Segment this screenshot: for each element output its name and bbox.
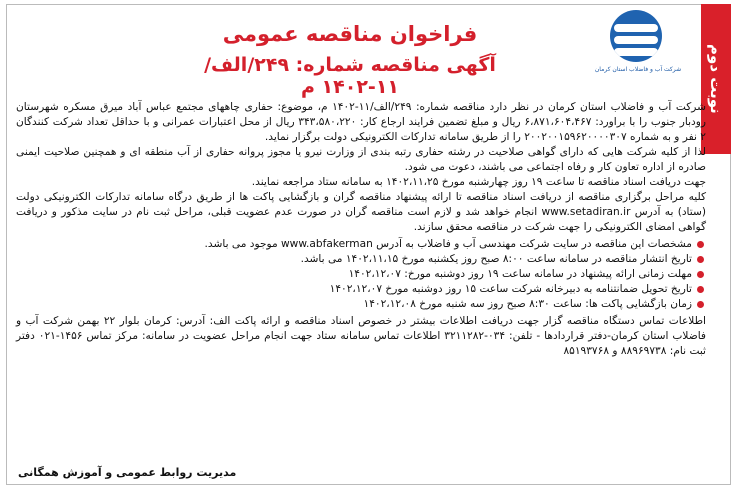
list-item: تاریخ تحویل ضمانتنامه به دبیرخانه شرکت ساعت ۱۵ روز دوشنبه مورخ ۱۴۰۲،۱۲،۰۷ xyxy=(16,282,706,297)
paragraph-eligibility: لذا از کلیه شرکت هایی که دارای گواهی صلاحیت در رشته حفاری رتبه بندی از وزارت نیرو یا مجوز پروانه حفاری از آب منطقه ای و همچنین صلاحیت ایمنی صادره از اداره تعاون کار و رفاه اجتماعی می باشند، دعوت می شود. xyxy=(16,146,706,173)
edition-badge: نوبت دوم xyxy=(701,4,731,154)
list-item: مهلت زمانی ارائه پیشنهاد در سامانه ساعت ۱۹ روز دوشنبه مورخ: ۱۴۰۲،۱۲،۰۷ xyxy=(16,267,706,282)
paragraph-intro: شرکت آب و فاضلاب استان کرمان در نظر دارد مناقصه شماره: ۲۴۹/الف/۱۱-۱۴۰۲ م، موضوع: حفاری چاههای مجتمع عباس آباد میرق مسکره شهرستان رودبار جنوب را با براورد: ۶،۸۷۱،۶۰۴،۴۶۷ ریال و مبلغ تضمین فرایند ارجاع کار: ۳۴۳،۵۸۰،۲۲۰ ریال از محل اعتبارات عمرانی و با حداقل تعداد شرکت کنندگان ۲ نفر و به شماره ۲۰۰۲۰۰۱۵۹۶۲۰۰۰۰۳۰۷ را از طریق سامانه تدارکات الکترونیکی دولت برگزار نماید. xyxy=(16,101,706,143)
list-item: مشخصات این مناقصه در سایت شرکت مهندسی آب و فاضلاب به آدرس www.abfakerman موجود می باشد. xyxy=(16,237,706,252)
notice-title: فراخوان مناقصه عمومی xyxy=(222,22,478,46)
dates-list xyxy=(16,237,706,312)
signature: مدیریت روابط عمومی و آموزش همگانی xyxy=(18,466,237,479)
logo-caption: شرکت آب و فاضلاب استان کرمان xyxy=(594,66,682,73)
contact-info: اطلاعات تماس دستگاه مناقصه گزار جهت دریافت اطلاعات بیشتر در خصوص اسناد مناقصه و ارائه پاکت الف: آدرس: کرمان بلوار ۲۲ بهمن شرکت آب و فاضلاب استان کرمان-دفتر قراردادها - تلفن: ۰۳۴-۳۲۱۱۲۸۲ اطلاعات تماس سامانه ستاد جهت انجام مراحل عضویت در سامانه: مرکز تماس ۱۴۵۶-۰۲۱ دفتر ثبت نام: ۸۸۹۶۹۷۳۸ و ۸۵۱۹۳۷۶۸ xyxy=(16,315,706,357)
list-item: زمان بازگشایی پاکت ها: ساعت ۸:۳۰ صبح روز سه شنبه مورخ ۱۴۰۲،۱۲،۰۸ xyxy=(16,297,706,312)
paragraph-procedure: کلیه مراحل برگزاری مناقصه از دریافت اسناد مناقصه تا ارائه پیشنهاد مناقصه گران و بازگشایی پاکت ها از طریق درگاه سامانه تدارکات الکترونیکی دولت (ستاد) به آدرس www.setadiran.ir انجام خواهد شد و لازم است مناقصه گران در صورت عدم عضویت قبلی، مراحل ثبت نام در سایت مذکور و دریافت گواهی امضای الکترونیکی را جهت شرکت در مناقصه محقق سازند. xyxy=(16,191,706,233)
list-item: تاریخ انتشار مناقصه در سامانه ساعت ۸:۰۰ صبح روز یکشنبه مورخ ۱۴۰۲،۱۱،۱۵ می باشد. xyxy=(16,252,706,267)
notice-body xyxy=(16,100,706,359)
notice-subtitle: آگهی مناقصه شماره: ۲۴۹/الف/۱۱-۱۴۰۲ م xyxy=(204,54,496,98)
water-drop-icon xyxy=(610,10,662,62)
paragraph-documents: جهت دریافت اسناد مناقصه تا ساعت ۱۹ روز چهارشنبه مورخ ۱۴۰۲،۱۱،۲۵ به سامانه ستاد مراجعه نمایند. xyxy=(251,176,706,188)
company-logo xyxy=(588,10,688,90)
